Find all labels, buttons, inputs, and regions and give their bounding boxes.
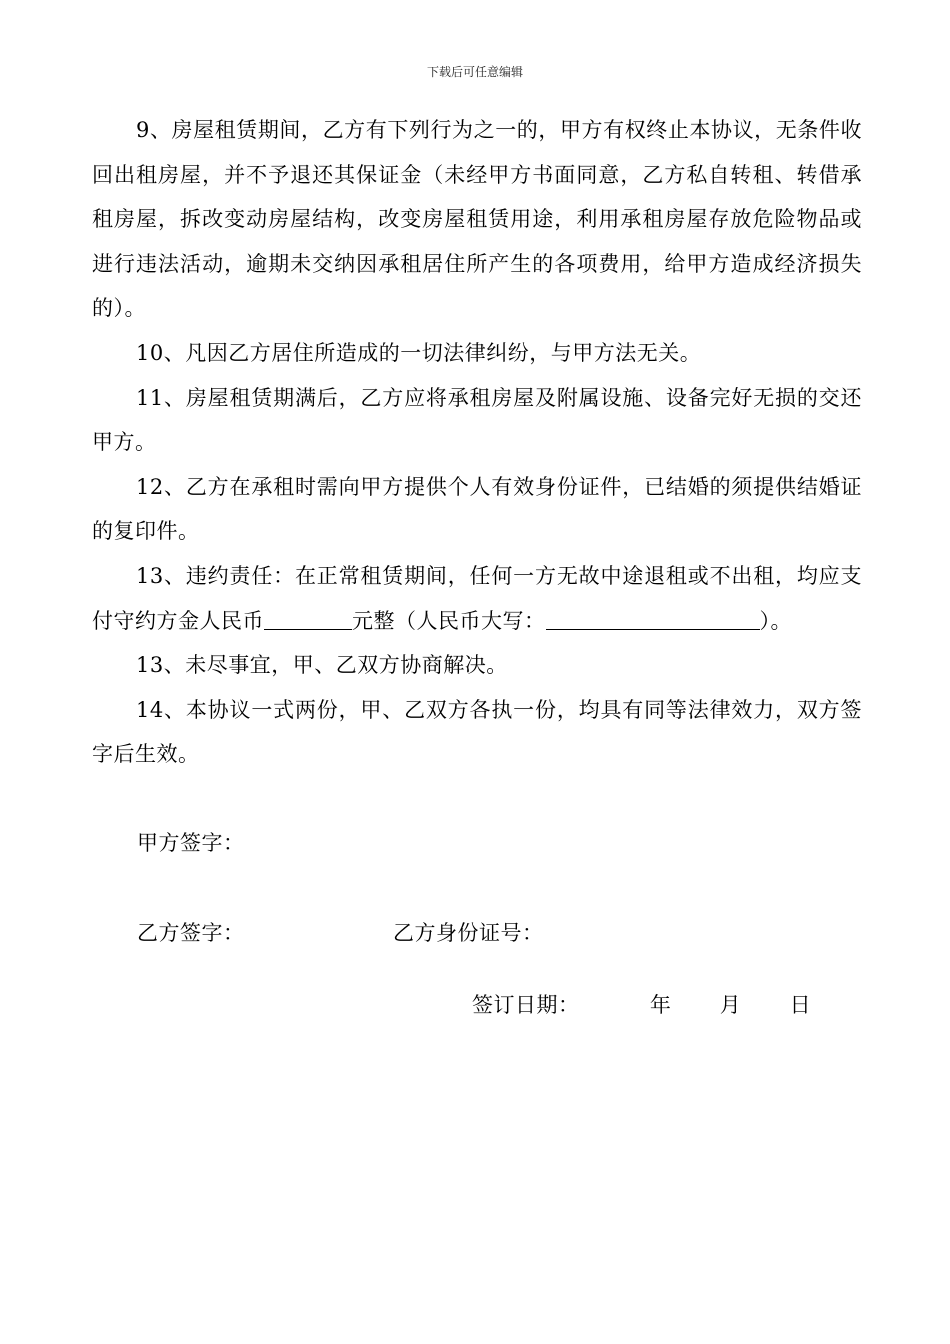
page-header: 下载后可任意编辑	[426, 65, 523, 79]
party-a-signature-label: 甲方签字：	[137, 831, 245, 855]
clause-13-breach-text-2: 元整（人民币大写：	[352, 608, 546, 633]
clause-13-other: 13、未尽事宜，甲、乙双方协商解决。	[136, 653, 508, 678]
clause-13-breach-text-3: ）。	[759, 608, 792, 633]
year-label: 年	[649, 993, 672, 1017]
clause-13-breach	[92, 554, 862, 643]
clause-13-breach-text-1: 13、违约责任：在正常租赁期间，任何一方无故中途退租或不出租，均应支付守约方金人民币	[92, 563, 862, 633]
document-body	[92, 108, 862, 777]
amount-blank[interactable]	[264, 609, 352, 630]
party-b-signature-label: 乙方签字：	[137, 921, 245, 945]
clause-14: 14、本协议一式两份，甲、乙双方各执一份，均具有同等法律效力，双方签字后生效。	[92, 697, 862, 767]
party-b-id-label: 乙方身份证号：	[393, 921, 544, 945]
signing-date-row	[472, 991, 811, 1019]
day-label: 日	[789, 993, 812, 1017]
clause-12: 12、乙方在承租时需向甲方提供个人有效身份证件，已结婚的须提供结婚证的复印件。	[92, 474, 862, 544]
clause-9: 9、房屋租赁期间，乙方有下列行为之一的，甲方有权终止本协议，无条件收回出租房屋，并不予退还其保证金（未经甲方书面同意，乙方私自转租、转借承租房屋，拆改变动房屋结构，改变房屋租赁用途，利用承租房屋存放危险物品或进行违法活动，逾期未交纳因承租居住所产生的各项费用，给甲方造成经济损失的）。	[92, 118, 862, 321]
month-label: 月	[719, 993, 742, 1017]
clause-11: 11、房屋租赁期满后，乙方应将承租房屋及附属设施、设备完好无损的交还甲方。	[92, 385, 862, 455]
amount-in-words-blank[interactable]	[546, 609, 760, 630]
clause-10: 10、凡因乙方居住所造成的一切法律纠纷，与甲方法无关。	[136, 340, 702, 365]
signing-date-label: 签订日期：	[472, 993, 580, 1017]
